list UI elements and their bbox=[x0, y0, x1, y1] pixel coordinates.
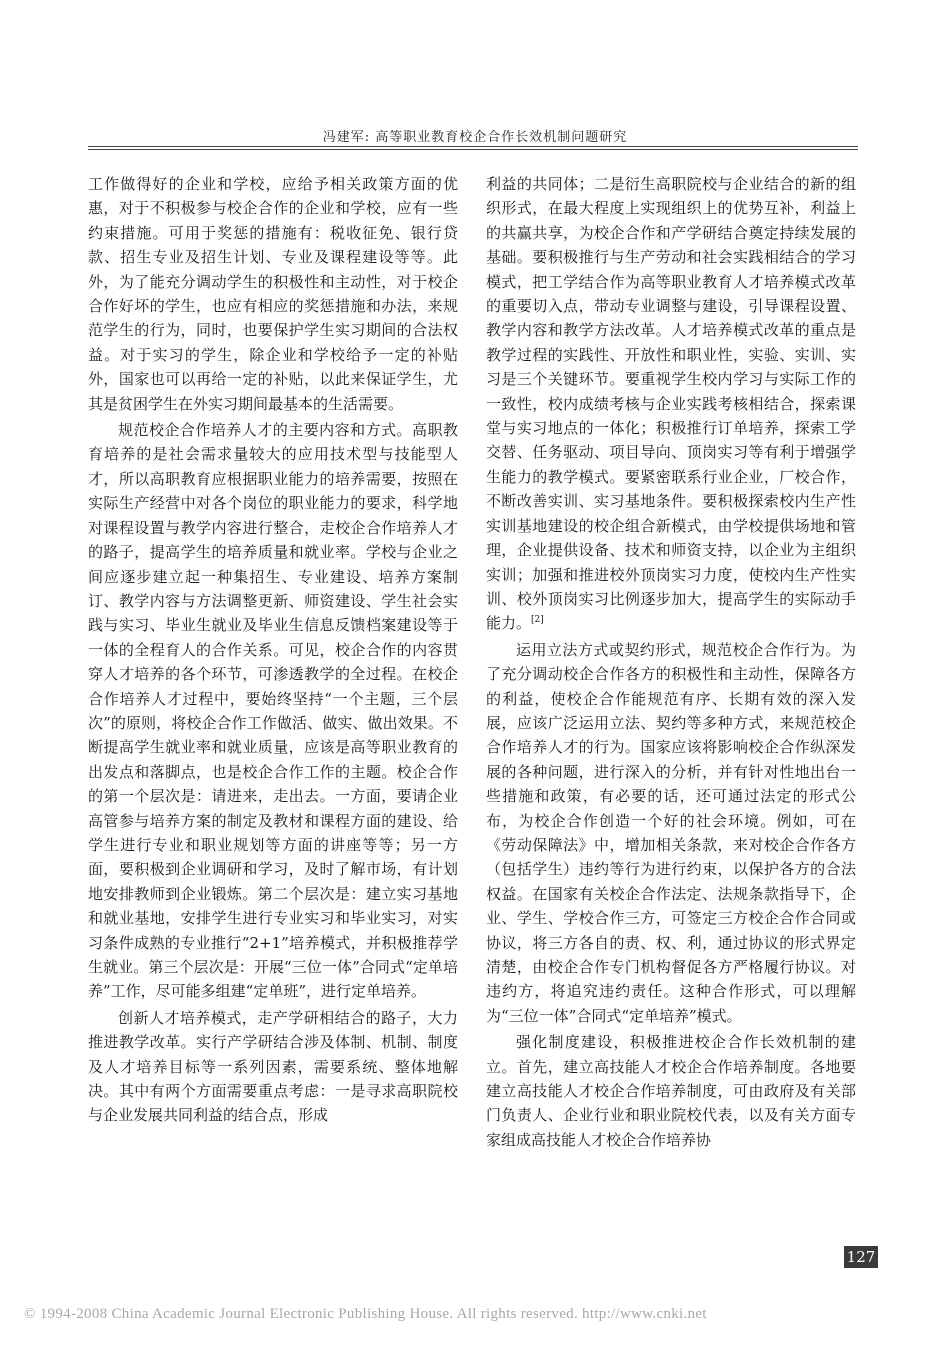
right-column bbox=[486, 172, 856, 1152]
copyright-footer: © 1994-2008 China Academic Journal Electronic Publishing House. All rights reserved. http://www.cnki.net bbox=[24, 1306, 707, 1322]
paragraph-training-mode: 创新人才培养模式，走产学研相结合的路子，大力推进教学改革。实行产学研结合涉及体制、机制、制度及人才培养目标等一系列因素，需要系统、整体地解决。其中有两个方面需要重点考虑：一是寻求高职院校与企业发展共同利益的结合点，形成 bbox=[88, 1008, 458, 1125]
header-rule-bottom bbox=[88, 149, 858, 150]
paragraph-cooperation-content: 规范校企合作培养人才的主要内容和方式。高职教育培养的是社会需求量较大的应用技术型与技能型人才，所以高职教育应根据职业能力的培养需要，按照在实际生产经营中对各个岗位的职业能力的要求，科学地对课程设置与教学内容进行整合，走校企合作培养人才的路子，提高学生的培养质量和就业率。学校与企业之间应逐步建立起一种集招生、专业建设、培养方案制订、教学内容与方法调整更新、师资建设、学生社会实践与实习、毕业生就业及毕业生信息反馈档案建设等于一体的全程育人的合作关系。可见，校企合作的内容贯穿人才培养的各个环节，可渗透教学的全过程。在校企合作培养人才过程中，要始终坚持“一个主题，三个层次”的原则，将校企合作工作做活、做实、做出效果。不断提高学生就业率和就业质量，应该是高等职业教育的出发点和落脚点，也是校企合作工作的主题。校企合作的第一个层次是：请进来，走出去。一方面，要请企业高管参与培养方案的制定及教材和课程方面的建设、给学生进行专业和职业规划等方面的讲座等等；另一方面，要积极到企业调研和学习，及时了解市场，有计划地安排教师到企业锻炼。第二个层次是：建立实习基地和就业基地，安排学生进行专业实习和毕业实习，对实习条件成熟的专业推行“2+1”培养模式，并积极推荐学生就业。第三个层次是：开展“三位一体”合同式“定单培养”工作，尽可能多组建“定单班”，进行定单培养。 bbox=[88, 421, 458, 1001]
paragraph-text: 利益的共同体；二是衍生高职院校与企业结合的新的组织形式，在最大程度上实现组织上的优势互补，利益上的共赢共享，为校企合作和产学研结合奠定持续发展的基础。要积极推行与生产劳动和社会实践相结合的学习模式，把工学结合作为高等职业教育人才培养模式改革的重要切入点，带动专业调整与建设，引导课程设置、教学内容和教学方法改革。人才培养模式改革的重点是教学过程的实践性、开放性和职业性，实验、实训、实习是三个关键环节。要重视学生校内学习与实际工作的一致性，校内成绩考核与企业实践考核相结合，探索课堂与实习地点的一体化；积极推行订单培养，探索工学交替、任务驱动、项目导向、顶岗实习等有利于增强学生能力的教学模式。要紧密联系行业企业，厂校合作，不断改善实训、实习基地条件。要积极探索校内生产性实训基地建设的校企组合新模式，由学校提供场地和管理，企业提供设备、技术和师资支持，以企业为主组织实训；加强和推进校外顶岗实习力度，使校内生产性实训、校外顶岗实习比例逐步加大，提高学生的实际动手能力。 bbox=[486, 175, 856, 633]
paragraph-legislation: 运用立法方式或契约形式，规范校企合作行为。为了充分调动校企合作各方的积极性和主动性，保障各方的利益，使校企合作能规范有序、长期有效的深入发展，应该广泛运用立法、契约等多种方式，来规范校企合作培养人才的行为。国家应该将影响校企合作纵深发展的各种问题，进行深入的分析，并有针对性地出台一些措施和政策，有必要的话，还可通过法定的形式公布，为校企合作创造一个好的社会环境。例如，可在《劳动保障法》中，增加相关条款，来对校企合作各方（包括学生）违约等行为进行约束，以保护各方的合法权益。在国家有关校企合作法定、法规条款指导下，企业、学生、学校合作三方，可签定三方校企合作合同或协议，将三方各自的责、权、利，通过协议的形式界定清楚，由校企合作专门机构督促各方严格履行协议。对违约方，将追究违约责任。这种合作形式，可以理解为“三位一体”合同式“定单培养”模式。 bbox=[486, 640, 856, 1025]
citation-ref: [2] bbox=[531, 615, 544, 626]
running-header: 冯建军: 高等职业教育校企合作长效机制问题研究 bbox=[322, 130, 628, 145]
header-rule-top bbox=[88, 146, 858, 147]
page-number: 127 bbox=[844, 1246, 878, 1268]
paragraph-continuation: 工作做得好的企业和学校，应给予相关政策方面的优惠，对于不积极参与校企合作的企业和学校，应有一些约束措施。可用于奖惩的措施有：税收征免、银行贷款、招生专业及招生计划、专业及课程建设等等。此外，为了能充分调动学生的积极性和主动性，对于校企合作好坏的学生，也应有相应的奖惩措施和办法，来规范学生的行为，同时，也要保护学生实习期间的合法权益。对于实习的学生，除企业和学校给予一定的补贴外，国家也可以再给一定的补贴，以此来保证学生，尤其是贫困学生在外实习期间最基本的生活需要。 bbox=[88, 175, 458, 413]
paragraph-shared-interest bbox=[486, 172, 856, 636]
paragraph-institution-building: 强化制度建设，积极推进校企合作长效机制的建立。首先，建立高技能人才校企合作培养制度。各地要建立高技能人才校企合作培养制度，可由政府及有关部门负责人、企业行业和职业院校代表，以及有关方面专家组成高技能人才校企合作培养协 bbox=[486, 1033, 856, 1149]
left-column bbox=[88, 172, 458, 1128]
